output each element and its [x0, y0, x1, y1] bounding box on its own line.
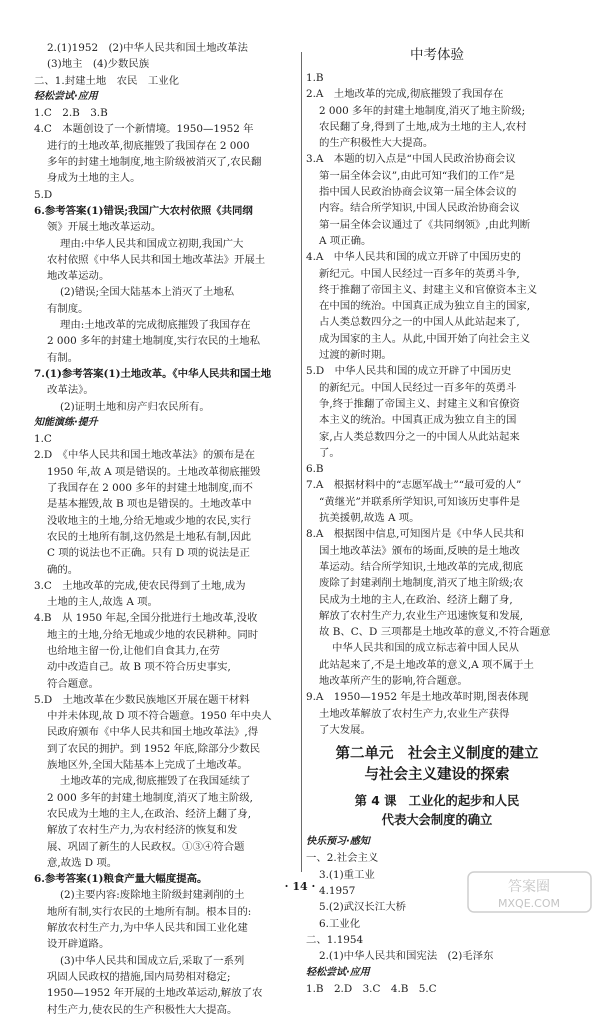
- answer-line: 有制度。: [47, 302, 89, 315]
- watermark-logo: [467, 871, 592, 913]
- answer-line: 动中改造自己。故 B 项不符合历史事实,: [47, 661, 231, 674]
- answer-line: 土地改革的完成,彻底摧毁了在我国延续了: [60, 775, 251, 788]
- answer-line: 二、1.1954: [306, 933, 364, 946]
- answer-line: 国土地改革法》颁布的场面,反映的是土地改: [319, 544, 520, 557]
- answer-line: 土地的主人,故选 A 项。: [47, 596, 158, 609]
- answer-line: 地改革所产生的影响,符合题意。: [319, 674, 468, 687]
- answer-line: (3)地主 (4)少数民族: [47, 58, 150, 71]
- unit-title: [306, 744, 568, 786]
- right-answers: [306, 70, 568, 738]
- answer-line: 2 000 多年的封建土地制度,消灭了地主阶级;: [319, 104, 526, 117]
- answer-line: 5.D: [34, 188, 53, 201]
- lesson-title-line-2: 代表大会制度的确立: [381, 813, 493, 828]
- answer-line: 7.A 根据材料中的“志愿军战士”“最可爱的人”: [306, 479, 522, 492]
- answer-line: 过渡的新时期。: [319, 349, 392, 362]
- answer-line: 地改革运动。: [47, 270, 110, 283]
- answer-line: 巩固人民政权的措施,国内局势相对稳定;: [47, 970, 231, 983]
- answer-line: 成为国家的主人。从此,中国开始了向社会主义: [319, 332, 531, 345]
- lesson-title-line-1: 第 4 课 工业化的起步和人民: [354, 794, 520, 809]
- answer-line: 农民的土地所有制,这仍然是土地私有制,因此: [47, 530, 252, 543]
- answer-line: 了大发展。: [319, 723, 371, 736]
- column-divider: [301, 52, 302, 872]
- answer-line: 1.B: [306, 72, 324, 84]
- answer-line: 中并未体现,故 D 项不符合题意。1950 年中央人: [47, 710, 272, 723]
- answer-line: 地所有制,实行农民的土地所有制。根本目的:: [47, 905, 252, 918]
- answer-line: 解放农村生产力,为中华人民共和国工业化建: [47, 922, 248, 935]
- answer-line: 5.D 土地改革在少数民族地区开展在题干材料: [34, 693, 250, 706]
- section-heading: 轻松尝试·应用: [306, 966, 370, 978]
- section-heading: 轻松尝试·应用: [34, 90, 98, 102]
- answer-line: 进行的土地改革,彻底摧毁了我国存在 2 000: [47, 139, 250, 152]
- answer-line: 意,故选 D 项。: [47, 856, 118, 869]
- answer-line: 2.A 土地改革的完成,彻底摧毁了我国存在: [306, 88, 504, 101]
- answer-line: 符合题意。: [47, 677, 99, 690]
- answer-line: 4.1957: [319, 885, 356, 898]
- answer-line: 3.A 本题的切入点是“中国人民政治协商会议: [306, 153, 516, 166]
- answer-line: 5.(2)武汉长江大桥: [319, 901, 406, 914]
- answer-line: 4.B 从 1950 年起,全国分批进行土地改革,没收: [34, 612, 258, 625]
- answer-line: 村生产力,使农民的生产积极性大大提高。: [47, 1003, 238, 1016]
- answer-line: 了我国存在 2 000 多年的封建土地制度,而不: [47, 482, 253, 495]
- section-title-zhongkao: 中考体验: [410, 47, 464, 63]
- answer-line: 抗美援朝,故选 A 项。: [319, 512, 420, 525]
- answer-line: 在中国的统治。中国真正成为独立自主的国家,: [319, 300, 531, 313]
- answer-line: 新纪元。中国人民经过一百多年的英勇斗争,: [319, 267, 520, 280]
- answer-line: 理由:土地改革的完成彻底摧毁了我国存在: [60, 319, 251, 332]
- section-heading: 知能演练·提升: [34, 416, 98, 428]
- answer-line: 的新纪元。中国人民经过一百多年的英勇斗: [319, 381, 517, 394]
- answer-line: 2 000 多年的封建土地制度,实行农民的土地私: [47, 335, 260, 348]
- answer-line: 身成为土地的主人。: [47, 172, 141, 185]
- answer-line: 4.C 本题创设了一个新情境。1950—1952 年: [34, 123, 254, 136]
- answer-line: 3.C 土地改革的完成,使农民得到了土地,成为: [34, 579, 246, 592]
- answer-line: 1.C 2.B 3.B: [34, 107, 108, 120]
- answer-line: 6.参考答案(1)粮食产量大幅度提高。: [34, 873, 208, 886]
- answer-line: 终于推翻了帝国主义、封建主义和官僚资本主义: [319, 283, 538, 296]
- answer-line: 内容。结合所学知识,中国人民政治协商会议: [319, 202, 520, 215]
- answer-line: 革运动。结合所学知识,土地改革的完成,彻底: [319, 560, 524, 573]
- answer-line: 理由:中华人民共和国成立初期,我国广大: [60, 237, 244, 250]
- answer-line: 故 B、C、D 三项都是土地改革的意义,不符合题意: [319, 626, 551, 639]
- answer-line: 8.A 根据图中信息,可知图片是《中华人民共和: [306, 528, 525, 541]
- answer-line: 4.A 中华人民共和国的成立开辟了中国历史的: [306, 251, 521, 264]
- answer-line: 2.(1)中华人民共和国宪法 (2)毛泽东: [319, 950, 494, 963]
- unit-title-line-1: 第二单元 社会主义制度的建立: [335, 746, 539, 763]
- answer-line: 农民翻了身,得到了土地,成为土地的主人,农村: [319, 120, 527, 133]
- answer-line: 2.(1)1952 (2)中华人民共和国土地改革法: [47, 42, 248, 54]
- answer-line: 2 000 多年的封建土地制度,消灭了地主阶级,: [47, 791, 253, 804]
- answer-line: 占人类总数四分之一的中国人从此站起来了,: [319, 316, 520, 329]
- answer-line: 没收地主的土地,分给无地或少地的农民,实行: [47, 514, 252, 527]
- answer-line: 本主义的统治。中国真正成为独立自主的国: [319, 414, 517, 427]
- answer-line: 3.(1)重工业: [319, 868, 375, 881]
- lesson-title: [306, 792, 568, 830]
- answer-line: 农村依照《中华人民共和国土地改革法》开展土: [47, 253, 266, 266]
- answer-line: 地主的土地,分给无地或少地的农民耕种。同时: [47, 628, 259, 641]
- answer-line: 此站起来了,不是土地改革的意义,A 项不属于土: [319, 658, 534, 671]
- answer-line: 族地区外,全国大陆基本上完成了土地改革。: [47, 759, 248, 772]
- answer-line: 5.D 中华人民共和国的成立开辟了中国历史: [306, 365, 512, 378]
- answer-line: 解放了农村生产力,农业生产迅速恢复和发展,: [319, 609, 524, 622]
- left-column: [34, 40, 296, 1018]
- answer-line: 一、2.社会主义: [306, 852, 379, 865]
- answer-line: 到了农民的拥护。到 1952 年底,除部分少数民: [47, 742, 260, 755]
- answer-line: 1.C: [34, 433, 52, 446]
- answer-line: C 项的说法也不正确。只有 D 项的说法是正: [47, 547, 250, 560]
- answer-line: 农民成为土地的主人,在政治、经济上翻了身,: [47, 807, 252, 820]
- answer-line: 家,占人类总数四分之一的中国人从此站起来: [319, 430, 520, 443]
- answer-line: 7.(1)参考答案(1)土地改革。《中华人民共和国土地: [34, 367, 272, 380]
- answer-line: 了。: [319, 446, 340, 459]
- right-answers-part2: [306, 834, 568, 997]
- answer-line: 6.参考答案(1)错误;我国广大农村依照《共同纲: [34, 204, 253, 217]
- answer-line: 废除了封建剥削土地制度,消灭了地主阶级;农: [319, 577, 524, 590]
- page-number: · 14 ·: [284, 880, 316, 893]
- unit-title-line-2: 与社会主义建设的探索: [364, 767, 510, 784]
- answer-line: 改革法》。: [47, 384, 94, 397]
- answer-line: 1950 年,故 A 项是错误的。土地改革彻底摧毁: [47, 465, 261, 478]
- answer-line: 确的。: [47, 563, 79, 576]
- answer-line: 中华人民共和国的成立标志着中国人民从: [332, 642, 520, 655]
- svg-text:答案圈: 答案圈: [508, 879, 550, 895]
- answer-line: 展、巩固了新生的人民政权。①③④符合题: [47, 840, 245, 853]
- answer-line: 也给地主留一份,让他们自食其力,在劳: [47, 644, 220, 657]
- answer-line: 第一届全体会议”,由此可知“我们的工作”是: [319, 169, 515, 182]
- answer-line: 第一届全体会议通过了《共同纲领》,由此判断: [319, 218, 531, 231]
- answer-line: 2.D 《中华人民共和国土地改革法》的颁布是在: [34, 449, 255, 462]
- answer-line: 二、1.封建土地 农民 工业化: [34, 74, 179, 87]
- answer-line: 设开辟道路。: [47, 938, 110, 951]
- answer-line: 6.工业化: [319, 917, 361, 930]
- answer-line: “黄继光”并联系所学知识,可知该历史事件是: [319, 495, 520, 508]
- answer-line: 是基本摧毁,故 B 项也是错误的。土地改革中: [47, 498, 252, 511]
- svg-text:MXQE.COM: MXQE.COM: [498, 897, 560, 910]
- answer-line: 1.B 2.D 3.C 4.B 5.C: [306, 982, 437, 995]
- answer-line: 6.B: [306, 463, 324, 476]
- answer-line: 解放了农村生产力,为农村经济的恢复和发: [47, 824, 238, 837]
- answer-line: (2)证明土地和房产归农民所有。: [60, 400, 210, 413]
- answer-line: (2)错误;全国大陆基本上消灭了土地私: [60, 286, 235, 299]
- answer-line: 土地改革解放了农村生产力,农业生产获得: [319, 707, 510, 720]
- answer-line: (3)中华人民共和国成立后,采取了一系列: [60, 954, 245, 967]
- answer-line: 的生产积极性大大提高。: [319, 137, 434, 150]
- answer-line: A 项正确。: [319, 234, 372, 247]
- answer-line: 民成为土地的主人,在政治、经济上翻了身,: [319, 593, 513, 606]
- answer-line: 争,终于推翻了帝国主义、封建主义和官僚资: [319, 397, 520, 410]
- answer-line: 多年的封建土地制度,地主阶级被消灭了,农民翻: [47, 156, 262, 169]
- answer-line: 指中国人民政治协商会议第一届全体会议的: [319, 186, 517, 199]
- answer-line: 1950—1952 年开展的土地改革运动,解放了农: [47, 987, 263, 1000]
- answer-line: 有制。: [47, 351, 79, 364]
- answer-line: 领》开展土地改革运动。: [47, 221, 162, 234]
- section-heading: 快乐预习·感知: [306, 836, 370, 848]
- answer-line: 民政府颁布《中华人民共和国土地改革法》,得: [47, 726, 259, 739]
- answer-line: (2)主要内容:废除地主阶级封建剥削的土: [60, 889, 245, 902]
- answer-line: 9.A 1950—1952 年是土地改革时期,图表体现: [306, 691, 529, 704]
- right-column: [306, 40, 568, 997]
